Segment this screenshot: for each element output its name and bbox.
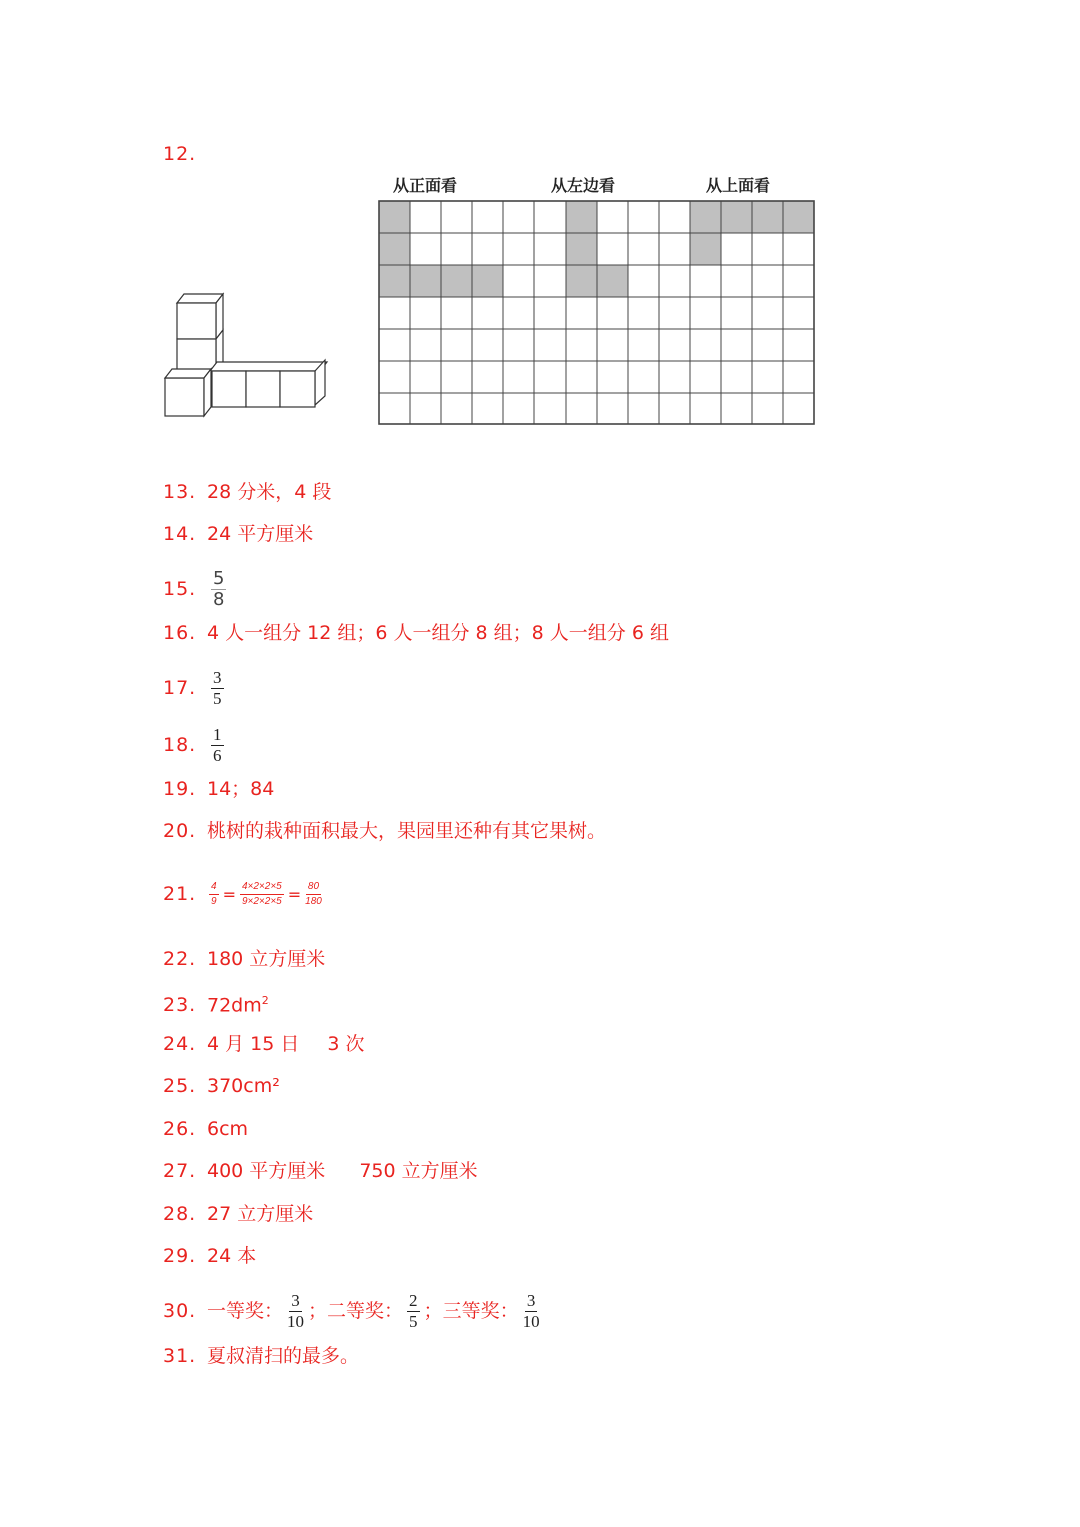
front-view-label: 从正面看 xyxy=(393,178,458,195)
fraction: $\frac{3}{10}$ xyxy=(287,1291,305,1331)
answer-27: 27. 400 平方厘米 750 立方厘米 xyxy=(163,1160,478,1182)
fraction: $\frac{1}{6}$ xyxy=(213,725,222,765)
fraction: $\frac{2}{5}$ xyxy=(409,1291,418,1331)
answer-20: 20. 桃树的栽种面积最大，果园里还种有其它果树。 xyxy=(163,820,607,842)
answer-30: 30. 一等奖： $\frac{3}{10}$ ；二等奖： $\frac{2}{5}$ ；三等奖： $\frac{3}{10}$ xyxy=(163,1291,540,1331)
answer-29: 29. 24 本 xyxy=(163,1245,257,1267)
answer-18: 18. $\frac{1}{6}$ xyxy=(163,725,222,765)
fraction: $\frac{5}{8}$ xyxy=(213,568,225,610)
answer-23: 23. $72dm^2$ xyxy=(163,994,269,1017)
answer-26: 26. 6cm xyxy=(163,1118,249,1140)
top-view-label: 从上面看 xyxy=(706,178,771,195)
answer-24: 24. 4 月 15 日 3 次 xyxy=(163,1033,365,1055)
cube-figure xyxy=(160,288,330,420)
answer-19: 19. 14；84 xyxy=(163,778,275,800)
answer-17: 17. $\frac{3}{5}$ xyxy=(163,668,222,708)
fraction: $\frac{3}{5}$ xyxy=(213,668,222,708)
answer-21: 21. $\frac{4}{9}$ = $\frac{4\times 2\times 2\times 5}{9\times 2\times 2\times 5}$ = $\frac{80}{180}$ xyxy=(163,881,322,907)
q12-number: 12. xyxy=(163,143,197,165)
answer-15: 15. $\frac{5}{8}$ xyxy=(163,568,225,610)
answer-28: 28. 27 立方厘米 xyxy=(163,1203,314,1225)
answer-31: 31. 夏叔清扫的最多。 xyxy=(163,1345,360,1367)
fraction: $\frac{3}{10}$ xyxy=(522,1291,540,1331)
view-grid xyxy=(378,200,816,426)
answer-25: 25. 370cm² xyxy=(163,1075,280,1097)
equation: $\frac{4}{9}$ = $\frac{4\times 2\times 2\times 5}{9\times 2\times 2\times 5}$ = $\frac{80}{180}$ xyxy=(211,881,322,907)
answer-22: 22. 180 立方厘米 xyxy=(163,948,326,970)
answer-16: 16. 4 人一组分 12 组；6 人一组分 8 组；8 人一组分 6 组 xyxy=(163,622,669,644)
left-view-label: 从左边看 xyxy=(551,178,616,195)
answer-14: 14. 24 平方厘米 xyxy=(163,523,314,545)
answer-13: 13. 28 分米，4 段 xyxy=(163,481,332,503)
